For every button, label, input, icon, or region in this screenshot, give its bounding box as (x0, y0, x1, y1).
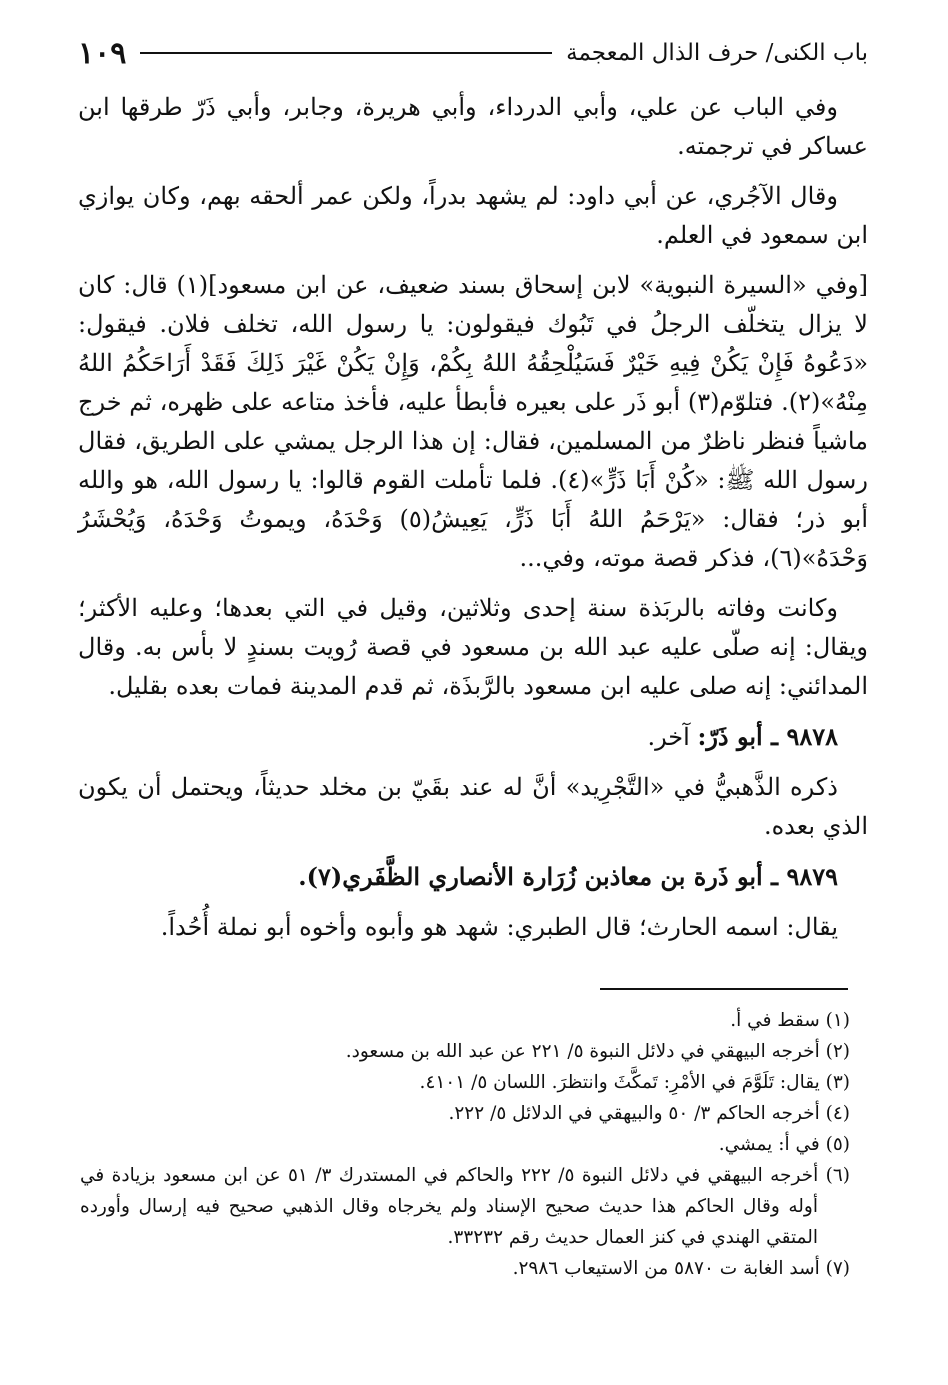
paragraph-1: وفي الباب عن علي، وأبي الدرداء، وأبي هريرة، وجابر، وأبي ذَرّ طرقها ابن عساكر في ترجمته. (78, 93, 868, 160)
running-title: باب الكنى/ حرف الذال المعجمة (566, 40, 868, 66)
entry-9879-text: بن زُرَارة الأنصاري الظَّفَري(٧). (298, 862, 610, 891)
entry-9878-text: آخر. (647, 723, 698, 751)
page-number: ١٠٩ (78, 35, 127, 71)
main-text (78, 88, 868, 958)
entry-9878-heading (78, 717, 868, 757)
entry-9878-paragraph: ذكره الذَّهبيُّ في «التَّجْرِيد» أنَّ له عند بقَيّ بن مخلد حديثاً، ويحتمل أن يكون الذي بعده. (78, 773, 868, 840)
paragraph-3: [وفي «السيرة النبوية» لابن إسحاق بسند ضعيف، عن ابن مسعود](١) قال: كان لا يزال يتخلّف الرجلُ في تَبُوك فيقولون: يا رسول الله، تخلف فلان. فيقول: «دَعُوهُ فَإِنْ يَكُنْ فِيهِ خَيْرٌ فَسَيُلْحِقُهُ اللهُ بِكُمْ، وَإِنْ يَكُنْ غَيْرَ ذَلِكَ فَقَدْ أَرَاحَكُمُ اللهُ مِنْهُ»(٢). فتلوّم(٣) أبو ذَر على بعيره فأبطأ عليه، فأخذ متاعه على ظهره، ثم خرج ماشياً فنظر ناظرٌ من المسلمين، فقال: إن هذا الرجل يمشي على الطريق، فقال رسول الله ﷺ: «كُنْ أَبَا ذَرٍّ»(٤). فلما تأملت القوم قالوا: يا رسول الله، هو والله أبو ذر؛ فقال: «يَرْحَمُ اللهُ أَبَا ذَرٍّ، يَعِيشُ(٥) وَحْدَهُ، ويموتُ وَحْدَهُ، وَيُحْشَرُ وَحْدَهُ»(٦)، فذكر قصة موته، وفي... (78, 271, 869, 572)
footnote-1: (١) سقط في أ. (730, 1010, 850, 1031)
paragraph-2: وقال الآجُري، عن أبي داود: لم يشهد بدراً، ولكن عمر ألحقه بهم، وكان يوازي ابن سمعود في العلم. (78, 182, 868, 249)
entry-9879-title: ٩٨٧٩ ـ أبو ذَرة بن معاذ (609, 862, 838, 891)
footnote-6: (٦) أخرجه البيهقي في دلائل النبوة ٥/ ٢٢٢ والحاكم في المستدرك ٣/ ٥١ عن ابن مسعود بزيادة في أوله وقال الحاكم هذا حديث صحيح الإسناد ولم يخرجاه وقال الذهبي صحيح فيه إرسال وأورده المتقي الهندي في كنز العمال حديث رقم ٣٣٢٣٢. (80, 1165, 851, 1248)
footnote-4: (٤) أخرجه الحاكم ٣/ ٥٠ والبيهقي في الدلائل ٥/ ٢٢٢. (448, 1103, 850, 1124)
entry-9879-heading (78, 857, 868, 897)
header-rule (140, 52, 552, 54)
footnote-3: (٣) يقال: تَلَوَّمَ في الأمْرِ: تَمكَّثَ وانتظرَ. اللسان ٥/ ٤١٠١. (419, 1072, 850, 1093)
page-header (78, 30, 868, 76)
entry-9878-title: ٩٨٧٨ ـ أبو ذَرّ: (697, 722, 838, 751)
footnote-separator (600, 988, 848, 990)
footnote-7: (٧) أسد الغابة ت ٥٨٧٠ من الاستيعاب ٢٩٨٦. (512, 1258, 850, 1279)
entry-9879-paragraph: يقال: اسمه الحارث؛ قال الطبري: شهد هو وأبوه وأخوه أبو نملة أُحُداً. (160, 913, 838, 941)
footnotes (80, 1005, 850, 1284)
footnote-2: (٢) أخرجه البيهقي في دلائل النبوة ٥/ ٢٢١ عن عبد الله بن مسعود. (345, 1041, 850, 1062)
paragraph-4: وكانت وفاته بالربَذة سنة إحدى وثلاثين، وقيل في التي بعدها؛ وعليه الأكثر؛ ويقال: إنه صلّى عليه عبد الله بن مسعود في قصة رُويت بسندٍ لا بأس به. وقال المدائني: إنه صلى عليه ابن مسعود بالرَّبذَة، ثم قدم المدينة فمات بعده بقليل. (78, 594, 868, 700)
footnote-5: (٥) في أ: يمشي. (718, 1134, 850, 1155)
